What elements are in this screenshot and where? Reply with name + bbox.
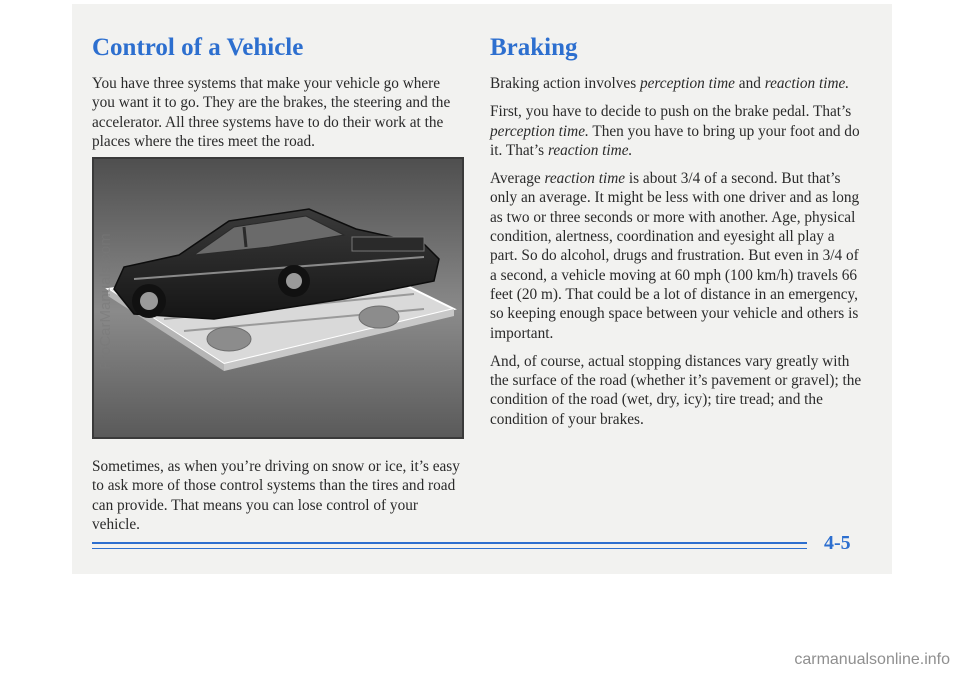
text-run: is about 3/4 of a second. But that’s only an average. It might be less with one driver and as long as two or three seconds or more with another. Age, physical condition, alertness, coordination and eyesight all play a part. So do alcohol, drugs and frustration. But even in 3/4 of a second, a vehicle moving at 60 mph (100 km/h) travels 66 feet (20 m). That could be a lot of distance in an emergency, so keeping enough space between your vehicle and others is important. xyxy=(490,170,860,342)
text-run: Then you have to bring up your foot and do it. That’s xyxy=(490,122,860,159)
italic-term: reaction time. xyxy=(764,75,850,92)
side-watermark: ProCarManuals.com xyxy=(97,233,114,370)
italic-term: perception time xyxy=(639,75,735,92)
italic-term: reaction time. xyxy=(547,141,633,159)
text-run: Braking action involves xyxy=(490,75,640,92)
manual-page xyxy=(72,4,892,574)
left-column xyxy=(92,34,462,160)
footer-rule-thin xyxy=(92,548,807,549)
italic-term: perception time. xyxy=(490,122,589,140)
braking-paragraph-3 xyxy=(490,169,862,343)
text-run: First, you have to decide to push on the brake pedal. That’s xyxy=(490,103,852,121)
control-intro-paragraph: You have three systems that make your vehicle go where you want it to go. They are the brakes, the steering and the accelerator. All three systems have to do their work at the places where the tires meet the road. xyxy=(92,75,451,150)
right-column xyxy=(490,34,862,438)
car-illustration xyxy=(92,157,464,439)
italic-term: reaction time xyxy=(544,170,626,188)
text-run: and xyxy=(734,75,765,92)
braking-paragraph-1 xyxy=(490,74,862,93)
section-title-braking: Braking xyxy=(490,34,578,61)
car-on-platform-image xyxy=(94,159,462,437)
braking-paragraph-2 xyxy=(490,102,862,160)
left-bottom-text xyxy=(92,457,462,543)
text-run: Average xyxy=(490,170,545,188)
footer-rule-thick xyxy=(92,542,807,544)
bottom-watermark: carmanualsonline.info xyxy=(794,651,950,668)
section-title-control: Control of a Vehicle xyxy=(92,34,304,61)
control-warning-paragraph: Sometimes, as when you’re driving on snow or ice, it’s easy to ask more of those control systems than the tires and road can provide. That means you can lose control of your vehicle. xyxy=(92,458,460,533)
page-number: 4-5 xyxy=(824,532,851,554)
braking-paragraph-4: And, of course, actual stopping distances vary greatly with the surface of the road (whether it’s pavement or gravel); the condition of the road (wet, dry, icy); tire tread; and the condition of your brakes. xyxy=(490,352,862,428)
